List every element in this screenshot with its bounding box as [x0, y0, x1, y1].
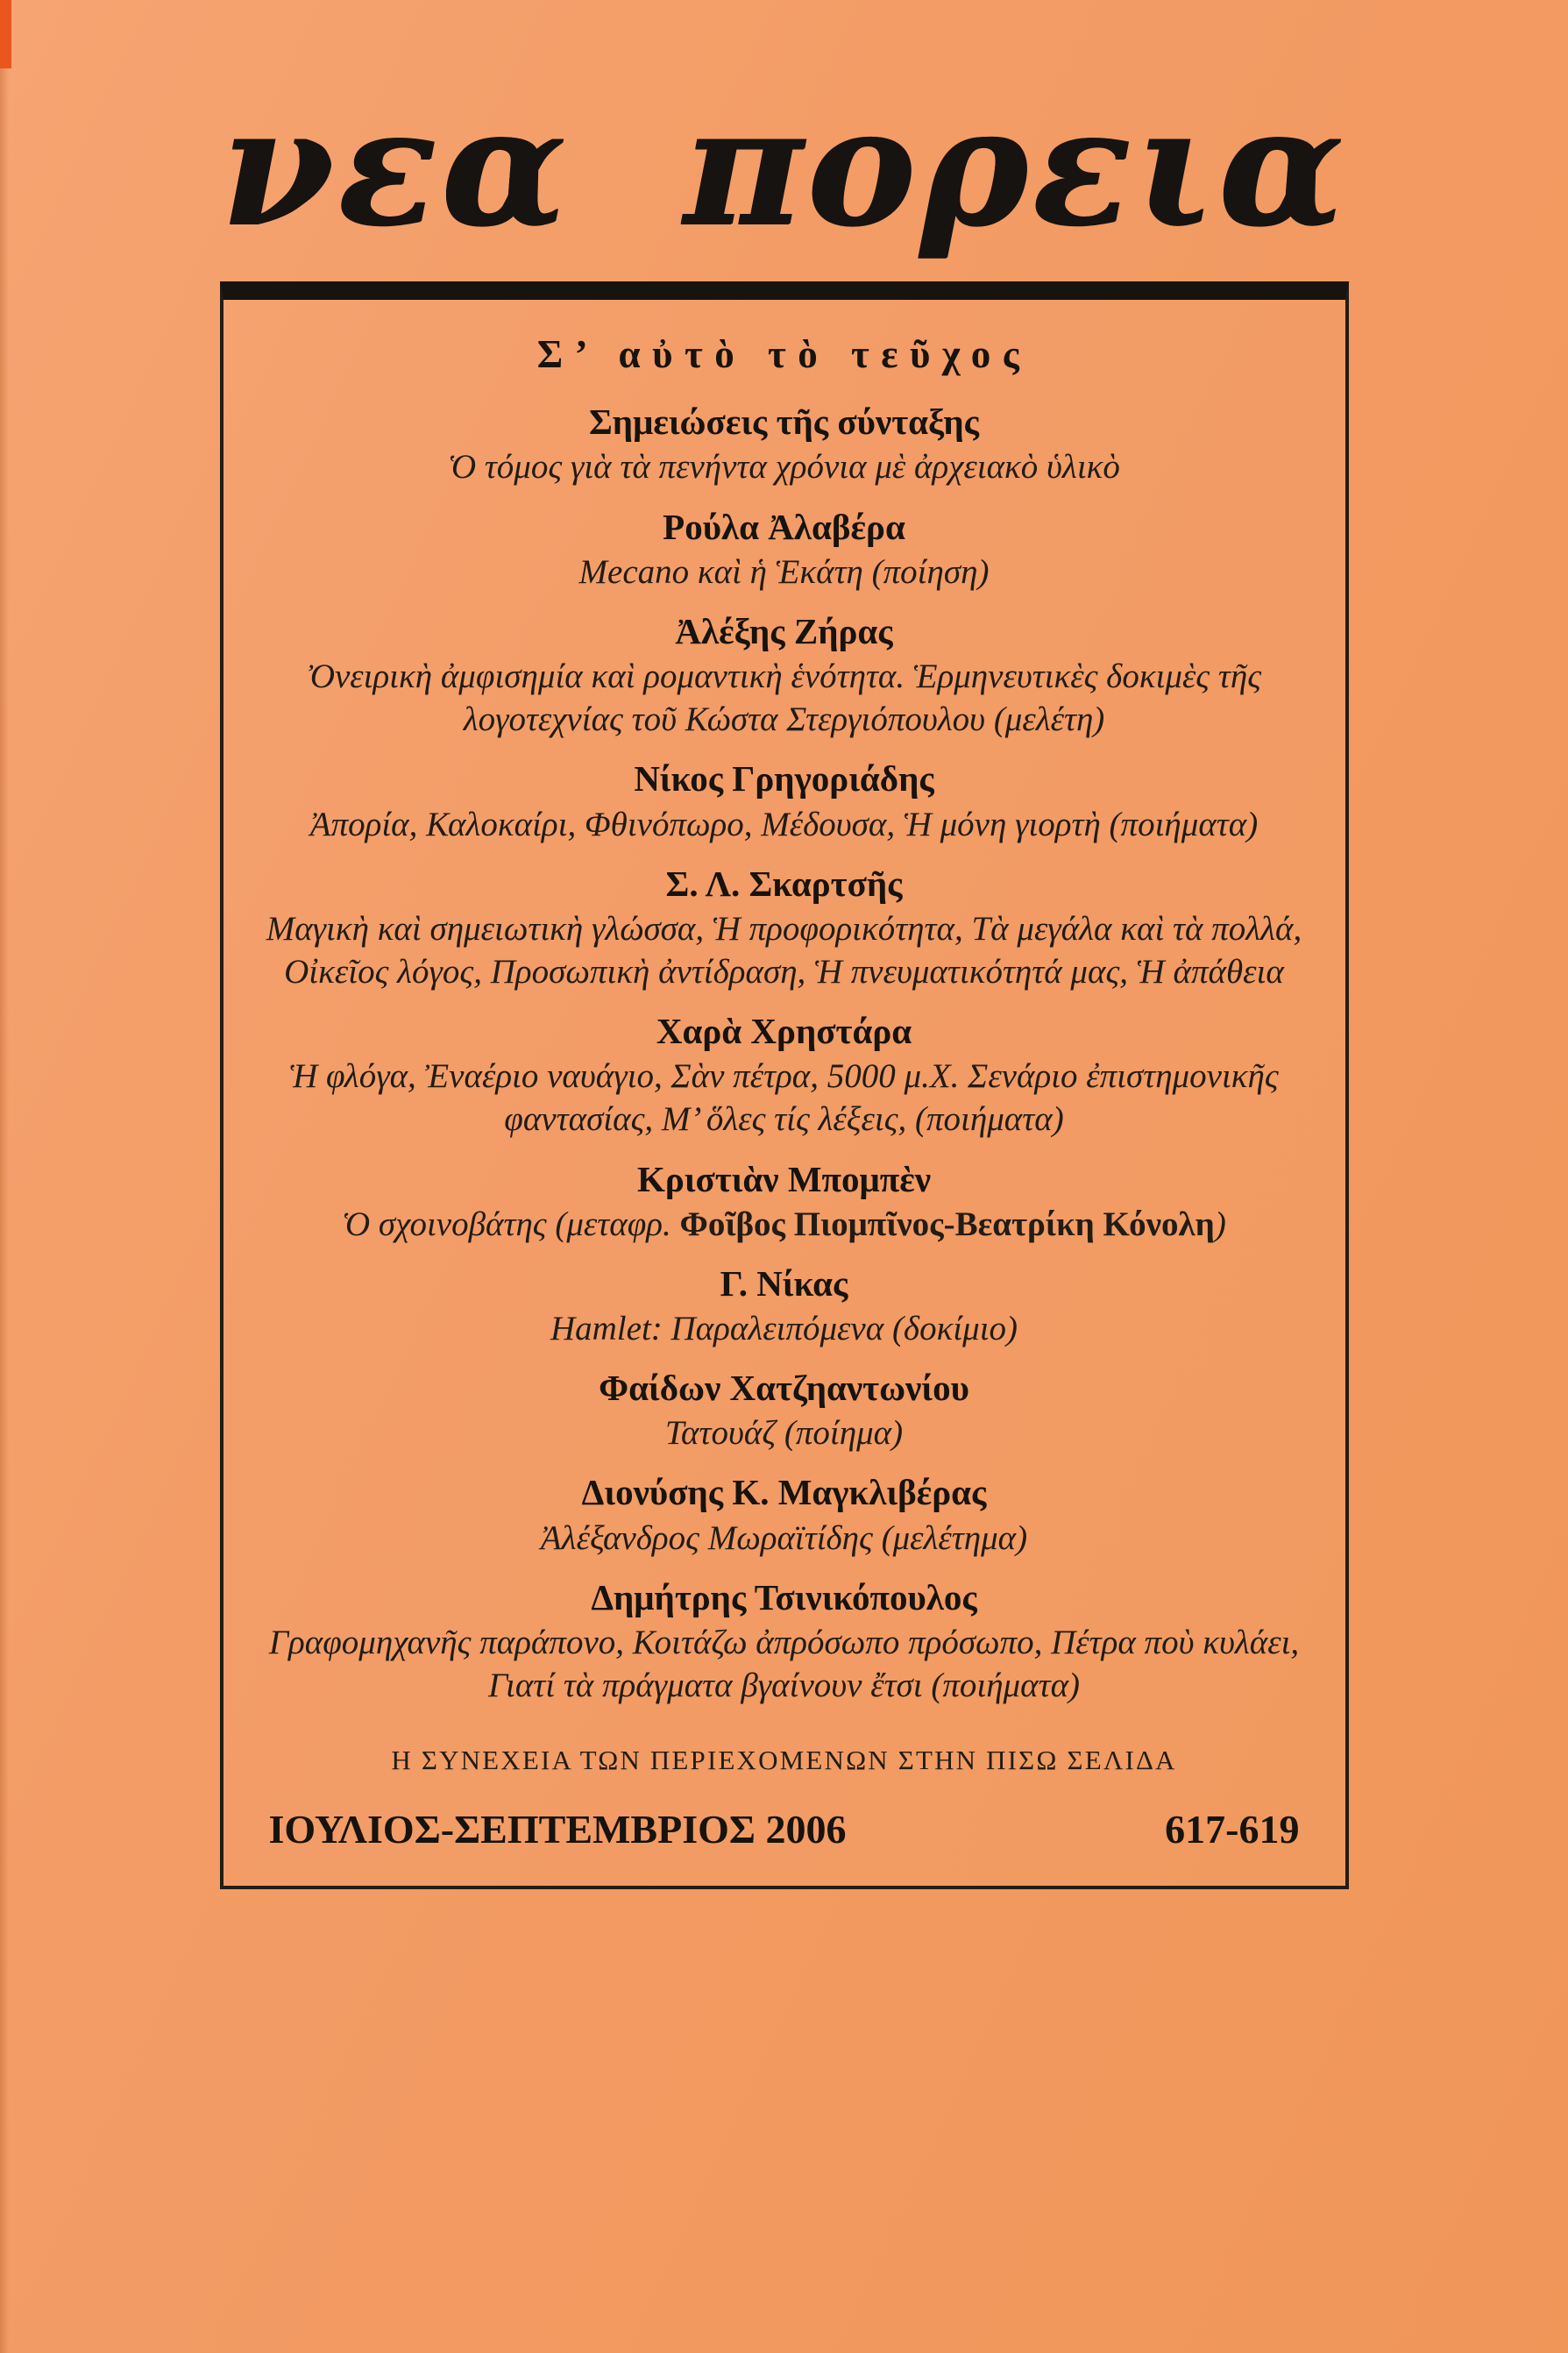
issue-numbers: 617-619: [1165, 1807, 1300, 1852]
toc-entry-author: Σημειώσεις τῆς σύνταξης: [589, 402, 979, 443]
toc-entry-author: Χαρὰ Χρηστάρα: [656, 1011, 912, 1052]
scan-edge-shade: [0, 0, 9, 2353]
issue-period: ΙΟΥΛΙΟΣ-ΣΕΠΤΕΜΒΡΙΟΣ 2006: [268, 1807, 847, 1852]
work-text: Mecano καὶ ἡ Ἑκάτη (ποίηση): [578, 552, 990, 591]
work-text: Ὁ τόμος γιὰ τὰ πενήντα χρόνια μὲ ἀρχειακὸ ὑλικὸ: [448, 448, 1120, 487]
work-text-bold: Φοῖβος Πιομπῖνος-Βεατρίκη Κόνολη: [679, 1205, 1215, 1243]
magazine-title: νεα πορεια: [220, 70, 1348, 262]
toc-entry: [262, 401, 1307, 488]
toc-entry-author: Κριστιὰν Μπομπὲν: [636, 1158, 932, 1199]
toc-entry: [262, 1471, 1307, 1559]
work-text: Ὀνειρικὴ ἀμφισημία καὶ ρομαντικὴ ἑνότητα. Ἑρμηνευτικὲς δοκιμὲς τῆς λογοτεχνίας τοῦ Κώστα Στεργιόπουλου (μελέτη): [306, 658, 1262, 739]
toc-entry-author: Ρούλα Ἀλαβέρα: [663, 506, 905, 547]
toc-footer: [262, 1806, 1307, 1852]
toc-entry-author: Φαίδων Χατζηαντωνίου: [599, 1368, 969, 1409]
toc-header: Σ’ αὐτὸ τὸ τεῦχος: [536, 332, 1032, 377]
work-text: Τατουάζ (ποίημα): [664, 1414, 904, 1453]
toc-entry-author: Σ. Λ. Σκαρτσῆς: [665, 863, 903, 904]
work-text: Ἡ φλόγα, Ἐναέριο ναυάγιο, Σὰν πέτρα, 5000 μ.Χ. Σενάριο ἐπιστημονικῆς φαντασίας, Μ’ ὅλες τίς λέξεις, (ποιήματα): [289, 1057, 1279, 1139]
toc-entry-works: [262, 907, 1307, 993]
toc-entry-works: [262, 1055, 1307, 1141]
toc-entry: [262, 1576, 1307, 1707]
toc-entry-works: [262, 1621, 1307, 1707]
toc-entry-works: [262, 1203, 1307, 1246]
toc-entry: [262, 863, 1307, 993]
toc-entry: [262, 757, 1307, 845]
toc-entry-works: [262, 1411, 1307, 1454]
toc-entry-works: [262, 655, 1307, 741]
toc-entry: [262, 1010, 1307, 1141]
work-text: Μαγικὴ καὶ σημειωτικὴ γλώσσα, Ἡ προφορικότητα, Τὰ μεγάλα καὶ τὰ πολλά, Οἰκεῖος λόγος, Προσωπικὴ ἀντίδραση, Ἡ πνευματικότητά μας, Ἡ ἀπάθεια: [266, 909, 1302, 991]
toc-entry-author: Γ. Νίκας: [720, 1262, 848, 1304]
toc-entry: [262, 610, 1307, 741]
work-text: Hamlet: Παραλειπόμενα (δοκίμιο): [550, 1310, 1018, 1348]
toc-entry-author: Νίκος Γρηγοριάδης: [634, 758, 934, 800]
scan-edge-artifact: [0, 0, 11, 68]
work-text: Ἀπορία, Καλοκαίρι, Φθινόπωρο, Μέδουσα, Ἡ μόνη γιορτὴ (ποιήματα): [309, 805, 1259, 843]
toc-entry-works: [262, 803, 1307, 846]
continuation-note: Η ΣΥΝΕΧΕΙΑ ΤΩΝ ΠΕΡΙΕΧΟΜΕΝΩΝ ΣΤΗΝ ΠΙΣΩ ΣΕΛΙΔΑ: [391, 1745, 1177, 1776]
work-text: ): [1214, 1205, 1226, 1243]
toc-entry-author: Ἀλέξης Ζήρας: [675, 610, 893, 651]
toc-entry-author: Δημήτρης Τσινικόπουλος: [591, 1576, 977, 1617]
toc-entry: [262, 1262, 1307, 1350]
toc-entry-works: [262, 1307, 1307, 1350]
work-text: Ὁ σχοινοβάτης (μεταφρ.: [342, 1205, 680, 1243]
toc-entry: [262, 506, 1307, 594]
table-of-contents-box: [220, 281, 1349, 1889]
work-text: Ἀλέξανδρος Μωραϊτίδης (μελέτημα): [540, 1518, 1028, 1557]
toc-entry: [262, 1158, 1307, 1246]
toc-entry-works: [262, 445, 1307, 488]
toc-entry-author: Διονύσης Κ. Μαγκλιβέρας: [581, 1472, 987, 1513]
toc-entry-works: [262, 1517, 1307, 1560]
toc-entries: [262, 384, 1307, 1707]
toc-entry: [262, 1367, 1307, 1454]
toc-entry-works: [262, 551, 1307, 594]
work-text: Γραφομηχανῆς παράπονο, Κοιτάζω ἀπρόσωπο πρόσωπο, Πέτρα ποὺ κυλάει, Γιατί τὰ πράγματα βγαίνουν ἔτσι (ποιήματα): [268, 1623, 1300, 1705]
masthead: [0, 0, 1568, 262]
